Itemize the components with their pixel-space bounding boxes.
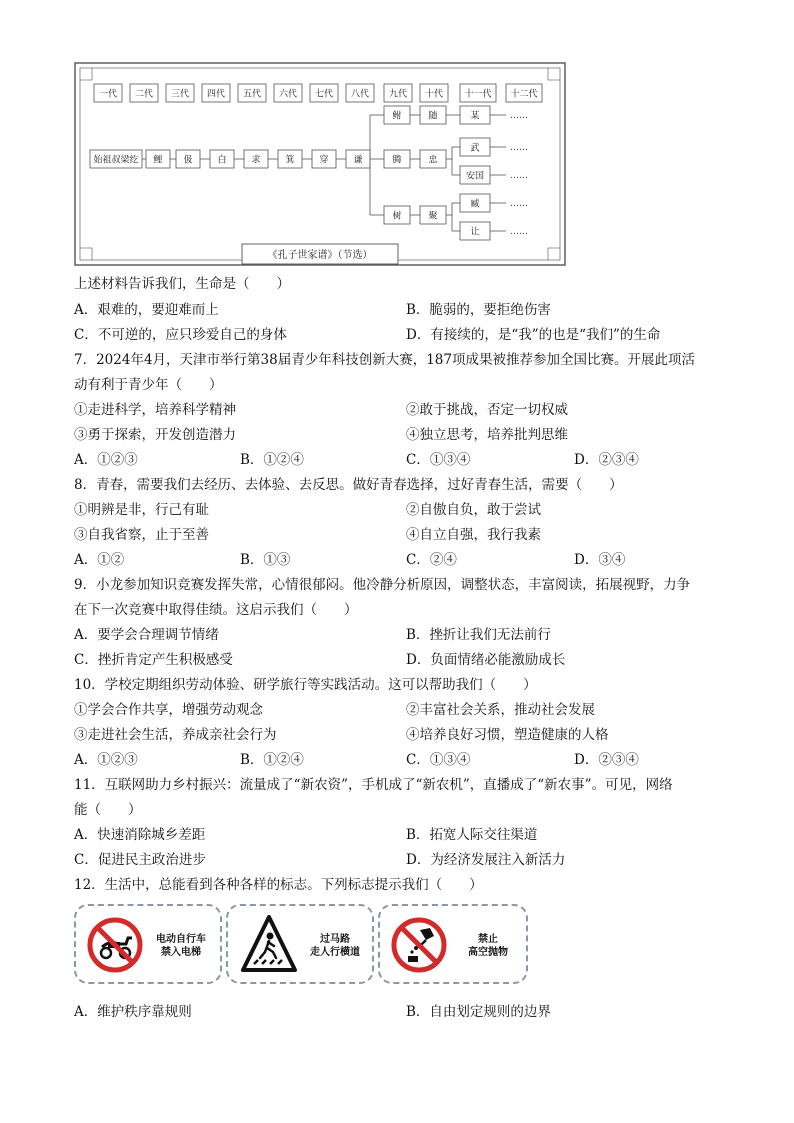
generation-box-9-label: 九代 <box>388 89 408 100</box>
lineage-box-4-label: 白 <box>217 155 227 166</box>
lineage-box-3 <box>176 150 200 168</box>
q8-stem: 8．青春，需要我们去经历、去体验、去反思。做好青春选择，过好青春生活，需要（ ） <box>74 477 623 493</box>
ninth-gen-box-2 <box>384 150 410 168</box>
generation-box-7-label: 七代 <box>314 89 334 100</box>
generation-box-2-label: 二代 <box>134 89 154 100</box>
q11-option-c[interactable]: C．促进民主政治进步 <box>74 852 206 868</box>
family-tree-figure <box>74 62 566 266</box>
q10-statement-1: ①学会合作共享，增强劳动观念 <box>74 702 263 718</box>
q8-option-a[interactable]: A．①② <box>74 552 125 568</box>
continuation-dots-4: …… <box>510 199 528 209</box>
q9-stem-line1: 9．小龙参加知识竞赛发挥失常，心情很郁闷。他冷静分析原因，调整状态，丰富阅读，拓展视野，力争 <box>74 577 691 593</box>
sign1-text-line1: 电动自行车 <box>156 934 206 945</box>
generation-box-5-label: 五代 <box>242 89 262 100</box>
no-throwing-icon <box>390 916 448 974</box>
q12-option-a[interactable]: A．维护秩序靠规则 <box>74 1004 192 1020</box>
q6-option-a[interactable]: A．艰难的，要迎难而上 <box>74 302 219 318</box>
q9-option-d[interactable]: D．负面情绪必能激励成长 <box>406 652 566 668</box>
figure-caption: 《孔子世家谱》（节选） <box>267 250 373 261</box>
q7-statement-1: ①走进科学，培养科学精神 <box>74 402 236 418</box>
generation-box-8-label: 八代 <box>350 89 370 100</box>
q7-statement-3: ③勇于探索，开发创造潜力 <box>74 427 236 443</box>
lineage-box-2-label: 鲤 <box>153 155 163 166</box>
generation-box-2 <box>130 84 158 102</box>
lineage-box-5 <box>244 150 268 168</box>
ninth-gen-box-2-label: 腾 <box>392 155 402 166</box>
eleventh-gen-box-3 <box>460 166 490 184</box>
eleventh-gen-box-4-label: 臧 <box>470 199 480 210</box>
q6-option-c[interactable]: C．不可逆的，应只珍爱自己的身体 <box>74 327 287 343</box>
continuation-dots-2: …… <box>510 143 528 153</box>
q7-stem-line1: 7．2024年4月，天津市举行第38届青少年科技创新大赛，187项成果被推荐参加全国比赛。开展此项活 <box>74 352 695 368</box>
generation-box-1 <box>94 84 122 102</box>
generation-box-7 <box>310 84 338 102</box>
q9-option-c[interactable]: C．挫折肯定产生积极感受 <box>74 652 233 668</box>
lineage-box-6 <box>278 150 302 168</box>
lineage-box-6-label: 箕 <box>285 155 295 166</box>
eleventh-gen-box-2 <box>460 138 490 156</box>
tenth-gen-box-2-label: 忠 <box>428 155 438 166</box>
q11-option-a[interactable]: A．快速消除城乡差距 <box>74 827 206 843</box>
q8-statement-3: ③自我省察，止于至善 <box>74 527 209 543</box>
generation-box-4-label: 四代 <box>206 89 226 100</box>
tenth-gen-box-3-label: 聚 <box>428 211 438 222</box>
ninth-gen-box-1-label: 鲋 <box>392 111 402 122</box>
lineage-box-3-label: 伋 <box>183 155 193 166</box>
q11-option-b[interactable]: B．拓宽人际交往渠道 <box>406 827 538 843</box>
generation-box-10 <box>420 84 448 102</box>
lineage-box-8-label: 谦 <box>353 155 363 166</box>
eleventh-gen-box-5-label: 让 <box>470 227 480 238</box>
ninth-gen-box-3-label: 树 <box>392 211 402 222</box>
generation-box-11-label: 十一代 <box>464 89 492 100</box>
q7-statement-4: ④独立思考，培养批判思维 <box>406 427 568 443</box>
tenth-gen-box-1-label: 随 <box>428 111 438 122</box>
generation-box-12-label: 十二代 <box>510 89 538 100</box>
tenth-gen-box-1 <box>420 106 446 124</box>
q8-option-d[interactable]: D．③④ <box>574 552 626 568</box>
sign2-text-line1: 过马路 <box>320 934 350 945</box>
q6-stem: 上述材料告诉我们，生命是（ ） <box>74 276 290 292</box>
continuation-dots-5: …… <box>510 227 528 237</box>
sign3-text-line1: 禁止 <box>478 934 498 945</box>
lineage-box-1-label: 始祖叔梁纥 <box>93 155 139 166</box>
generation-box-3 <box>166 84 194 102</box>
q8-option-c[interactable]: C．②④ <box>406 552 457 568</box>
q10-option-b[interactable]: B．①②④ <box>240 752 304 768</box>
lineage-box-1 <box>90 150 142 168</box>
lineage-box-5-label: 求 <box>251 155 261 166</box>
lineage-box-7 <box>312 150 336 168</box>
eleventh-gen-box-1 <box>460 106 490 124</box>
generation-box-5 <box>238 84 266 102</box>
generation-box-1-label: 一代 <box>98 89 118 100</box>
lineage-box-4 <box>210 150 234 168</box>
q11-option-d[interactable]: D．为经济发展注入新活力 <box>406 852 566 868</box>
q7-statement-2: ②敢于挑战，否定一切权威 <box>406 402 568 418</box>
q6-option-b[interactable]: B．脆弱的，要拒绝伤害 <box>406 302 551 318</box>
q10-option-d[interactable]: D．②③④ <box>574 752 639 768</box>
sign2-text-line2: 走人行横道 <box>310 947 360 958</box>
q11-stem-line1: 11．互联网助力乡村振兴：流量成了“新农资”，手机成了“新农机”，直播成了“新农事”。可见，网络 <box>74 777 673 793</box>
crosswalk-warning-icon <box>240 914 298 976</box>
q8-option-b[interactable]: B．①③ <box>240 552 291 568</box>
generation-box-6-label: 六代 <box>278 89 298 100</box>
lineage-box-7-label: 穿 <box>319 155 329 166</box>
q7-option-a[interactable]: A．①②③ <box>74 452 138 468</box>
generation-box-3-label: 三代 <box>170 89 190 100</box>
generation-box-6 <box>274 84 302 102</box>
ninth-gen-box-3 <box>384 206 410 224</box>
generation-box-11 <box>460 84 496 102</box>
sign3-text-line2: 高空抛物 <box>468 947 508 958</box>
generation-box-4 <box>202 84 230 102</box>
q8-statement-4: ④自立自强，我行我素 <box>406 527 541 543</box>
continuation-dots-1: …… <box>510 111 528 121</box>
q11-stem-line2: 能（ ） <box>74 802 142 818</box>
generation-box-8 <box>346 84 374 102</box>
q9-stem-line2: 在下一次竞赛中取得佳绩。这启示我们（ ） <box>74 602 358 618</box>
q7-option-c[interactable]: C．①③④ <box>406 452 471 468</box>
q9-option-b[interactable]: B．挫折让我们无法前行 <box>406 627 551 643</box>
q10-option-c[interactable]: C．①③④ <box>406 752 471 768</box>
generation-box-12 <box>506 84 542 102</box>
generation-box-10-label: 十代 <box>424 89 444 100</box>
q10-option-a[interactable]: A．①②③ <box>74 752 138 768</box>
q10-statement-4: ④培养良好习惯，塑造健康的人格 <box>406 727 609 743</box>
q9-option-a[interactable]: A．要学会合理调节情绪 <box>74 627 219 643</box>
eleventh-gen-box-1-label: 某 <box>470 111 480 122</box>
lineage-box-2 <box>146 150 170 168</box>
continuation-dots-3: …… <box>510 171 528 181</box>
q12-option-b[interactable]: B．自由划定规则的边界 <box>406 1004 551 1020</box>
eleventh-gen-box-3-label: 安国 <box>465 171 485 182</box>
lineage-chain <box>90 150 370 168</box>
q10-stem: 10．学校定期组织劳动体验、研学旅行等实践活动。这可以帮助我们（ ） <box>74 677 537 693</box>
no-ebike-icon <box>86 916 144 974</box>
q8-statement-1: ①明辨是非，行己有耻 <box>74 502 209 518</box>
q6-option-d[interactable]: D．有接续的，是“我”的也是“我们”的生命 <box>406 327 661 343</box>
q10-statement-3: ③走进社会生活，养成亲社会行为 <box>74 727 277 743</box>
eleventh-gen-box-4 <box>460 194 490 212</box>
generation-box-9 <box>384 84 412 102</box>
eleventh-gen-box-2-label: 武 <box>470 143 480 154</box>
sign-no-ebike-in-elevator <box>74 904 222 984</box>
sign1-text-line2: 禁入电梯 <box>161 947 201 958</box>
q12-stem: 12．生活中，总能看到各种各样的标志。下列标志提示我们（ ） <box>74 877 483 893</box>
lineage-box-8 <box>346 150 370 168</box>
ninth-gen-box-1 <box>384 106 410 124</box>
tenth-gen-box-2 <box>420 150 446 168</box>
eleventh-gen-box-5 <box>460 222 490 240</box>
q7-stem-line2: 动有利于青少年（ ） <box>74 377 223 393</box>
tenth-gen-box-3 <box>420 206 446 224</box>
q10-statement-2: ②丰富社会关系，推动社会发展 <box>406 702 595 718</box>
sign-no-throwing-from-height <box>378 904 528 984</box>
sign-use-crosswalk <box>226 904 374 984</box>
q7-option-d[interactable]: D．②③④ <box>574 452 639 468</box>
q8-statement-2: ②自傲自负，敢于尝试 <box>406 502 541 518</box>
q7-option-b[interactable]: B．①②④ <box>240 452 304 468</box>
